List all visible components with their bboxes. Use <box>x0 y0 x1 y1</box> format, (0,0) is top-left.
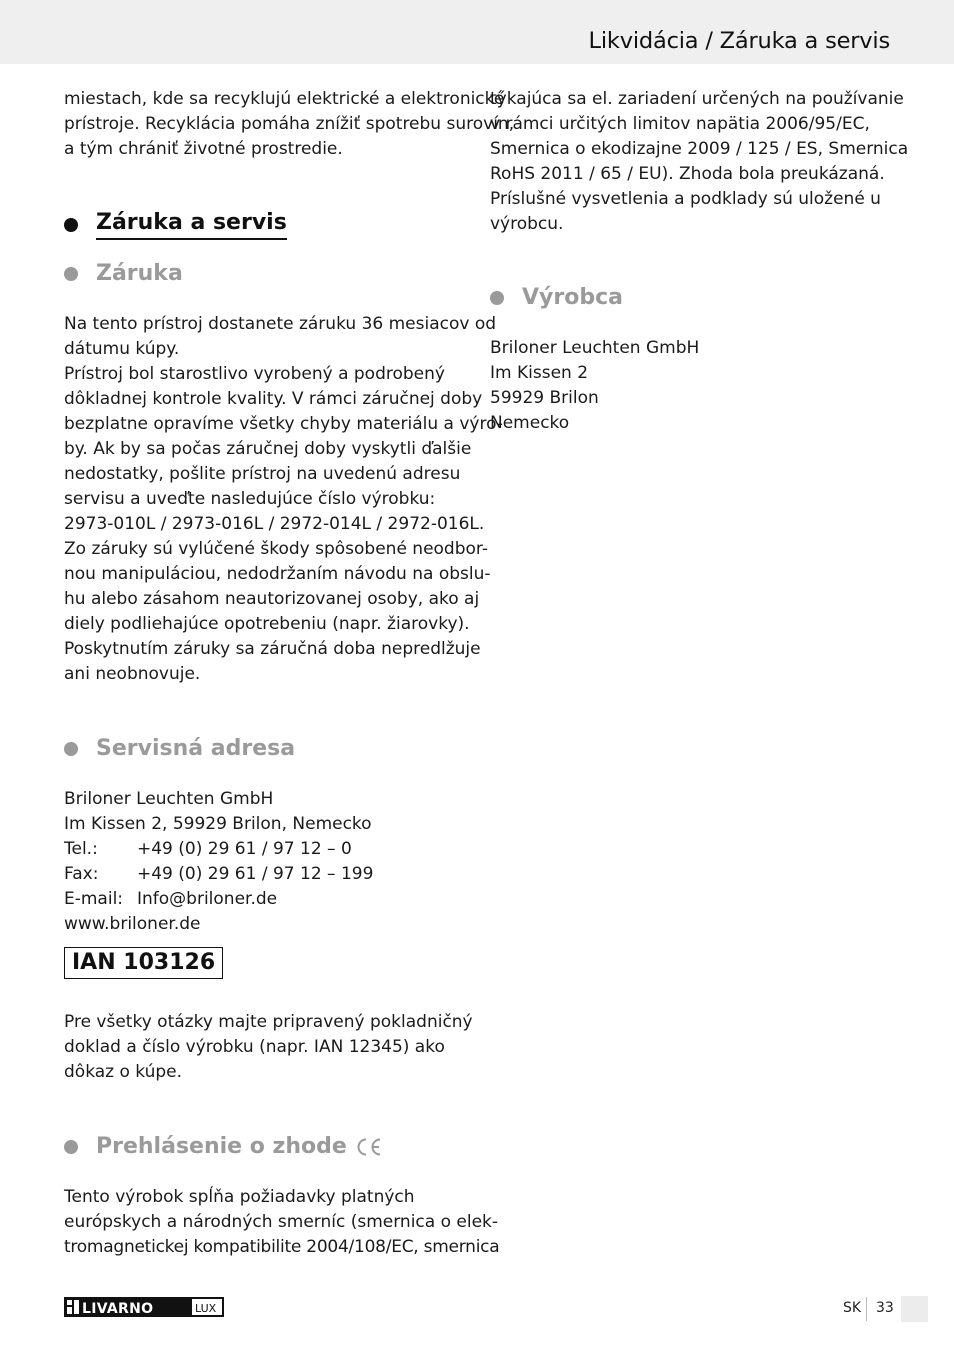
text-line: Smernica o ekodizajne 2009 / 125 / ES, Smernica <box>490 139 909 159</box>
bullet-icon <box>64 742 78 756</box>
text-line: 2973-010L / 2973-016L / 2972-014L / 2972-016L. <box>64 514 485 534</box>
bullet-icon <box>64 267 78 281</box>
footer-language: SK <box>843 1300 862 1316</box>
text-line: nou manipuláciou, nedodržaním návodu na obslu- <box>64 564 491 584</box>
text-line: by. Ak by sa počas záručnej doby vyskytli ďalšie <box>64 439 472 459</box>
text-line: a tým chrániť životné prostredie. <box>64 139 343 159</box>
text-line: Príslušné vysvetlenia a podklady sú uložené u <box>490 189 881 209</box>
bullet-icon <box>64 1140 78 1154</box>
text-line: tromagnetickej kompatibilite 2004/108/EC, smernica <box>64 1237 500 1257</box>
website: www.briloner.de <box>64 914 201 934</box>
text-line: Tento výrobok spĺňa požiadavky platných <box>64 1187 415 1207</box>
receipt-paragraph <box>64 1010 473 1085</box>
text-line: miestach, kde sa recyklujú elektrické a elektronické <box>64 89 505 109</box>
text-line: výrobcu. <box>490 214 564 234</box>
livarno-lux-logo <box>64 1297 224 1317</box>
service-address: Im Kissen 2, 59929 Brilon, Nemecko <box>64 814 372 834</box>
text-line: servisu a uveďte nasledujúce číslo výrobku: <box>64 489 436 509</box>
text-line: európskych a národných smerníc (smernica o elek- <box>64 1212 499 1232</box>
manufacturer-heading-text: Výrobca <box>522 285 623 310</box>
conformity-continued-paragraph <box>490 87 909 237</box>
warranty-heading-text: Záruka <box>96 261 183 286</box>
bullet-icon <box>490 291 504 305</box>
footer-page-number: 33 <box>876 1300 894 1316</box>
warranty-heading <box>64 260 466 288</box>
tel-row <box>64 837 466 862</box>
text-line: diely podliehajúce opotrebeniu (napr. žiarovky). <box>64 614 470 634</box>
text-line: Briloner Leuchten GmbH <box>490 338 700 358</box>
logo-suffix-text: LUX <box>195 1302 217 1315</box>
text-line: Na tento prístroj dostanete záruku 36 mesiacov od <box>64 314 497 334</box>
text-line: hu alebo zásahom neautorizovanej osoby, ako aj <box>64 589 480 609</box>
service-address-block <box>64 787 466 937</box>
logo-brand-text: LIVARNO <box>82 1301 154 1317</box>
email-row <box>64 887 466 912</box>
service-heading <box>64 735 466 763</box>
text-line: nedostatky, pošlite prístroj na uvedenú adresu <box>64 464 461 484</box>
email-value: Info@briloner.de <box>137 889 278 909</box>
tel-value: +49 (0) 29 61 / 97 12 – 0 <box>137 839 352 859</box>
text-line: Pre všetky otázky majte pripravený pokladničný <box>64 1012 473 1032</box>
conformity-heading-text: Prehlásenie o zhode <box>96 1134 347 1159</box>
text-line: doklad a číslo výrobku (napr. IAN 12345) ako <box>64 1037 445 1057</box>
text-line: Prístroj bol starostlivo vyrobený a podrobený <box>64 364 445 384</box>
text-line: dôkaz o kúpe. <box>64 1062 183 1082</box>
text-line: Nemecko <box>490 413 570 433</box>
footer-divider <box>866 1297 867 1321</box>
text-line: Im Kissen 2 <box>490 363 589 383</box>
warranty-paragraph <box>64 312 503 687</box>
text-line: týkajúca sa el. zariadení určených na používanie <box>490 89 904 109</box>
text-line: RoHS 2011 / 65 / EU). Zhoda bola preukázaná. <box>490 164 885 184</box>
ian-box-wrap <box>64 947 466 979</box>
service-company: Briloner Leuchten GmbH <box>64 789 274 809</box>
ce-mark-icon <box>355 1137 383 1157</box>
fax-label: Fax: <box>64 864 99 884</box>
email-label: E-mail: <box>64 889 124 909</box>
bullet-icon <box>64 218 78 232</box>
left-column <box>64 87 515 1260</box>
manufacturer-heading <box>490 284 900 312</box>
text-line: 59929 Brilon <box>490 388 599 408</box>
text-line: Zo záruky sú vylúčené škody spôsobené neodbor- <box>64 539 488 559</box>
main-heading-text: Záruka a servis <box>96 209 287 240</box>
fax-value: +49 (0) 29 61 / 97 12 – 199 <box>137 864 374 884</box>
footer-page-tab <box>901 1296 928 1322</box>
service-heading-text: Servisná adresa <box>96 736 296 761</box>
tel-label: Tel.: <box>64 839 98 859</box>
conformity-paragraph <box>64 1185 500 1260</box>
text-line: dôkladnej kontrole kvality. V rámci záručnej doby <box>64 389 483 409</box>
text-line: prístroje. Recyklácia pomáha znížiť spotrebu surovín, <box>64 114 515 134</box>
ian-box: IAN 103126 <box>64 947 223 979</box>
text-line: bezplatne opravíme všetky chyby materiálu a výro- <box>64 414 503 434</box>
fax-row <box>64 862 466 887</box>
conformity-heading <box>64 1133 466 1161</box>
main-heading <box>64 209 466 240</box>
text-line: dátumu kúpy. <box>64 339 180 359</box>
text-line: Poskytnutím záruky sa záručná doba nepredlžuje <box>64 639 481 659</box>
intro-paragraph <box>64 87 515 162</box>
text-line: ani neobnovuje. <box>64 664 201 684</box>
page-header-title: Likvidácia / Záruka a servis <box>588 28 890 54</box>
right-column <box>490 87 909 436</box>
manufacturer-address <box>490 336 900 436</box>
text-line: v rámci určitých limitov napätia 2006/95/EC, <box>490 114 870 134</box>
